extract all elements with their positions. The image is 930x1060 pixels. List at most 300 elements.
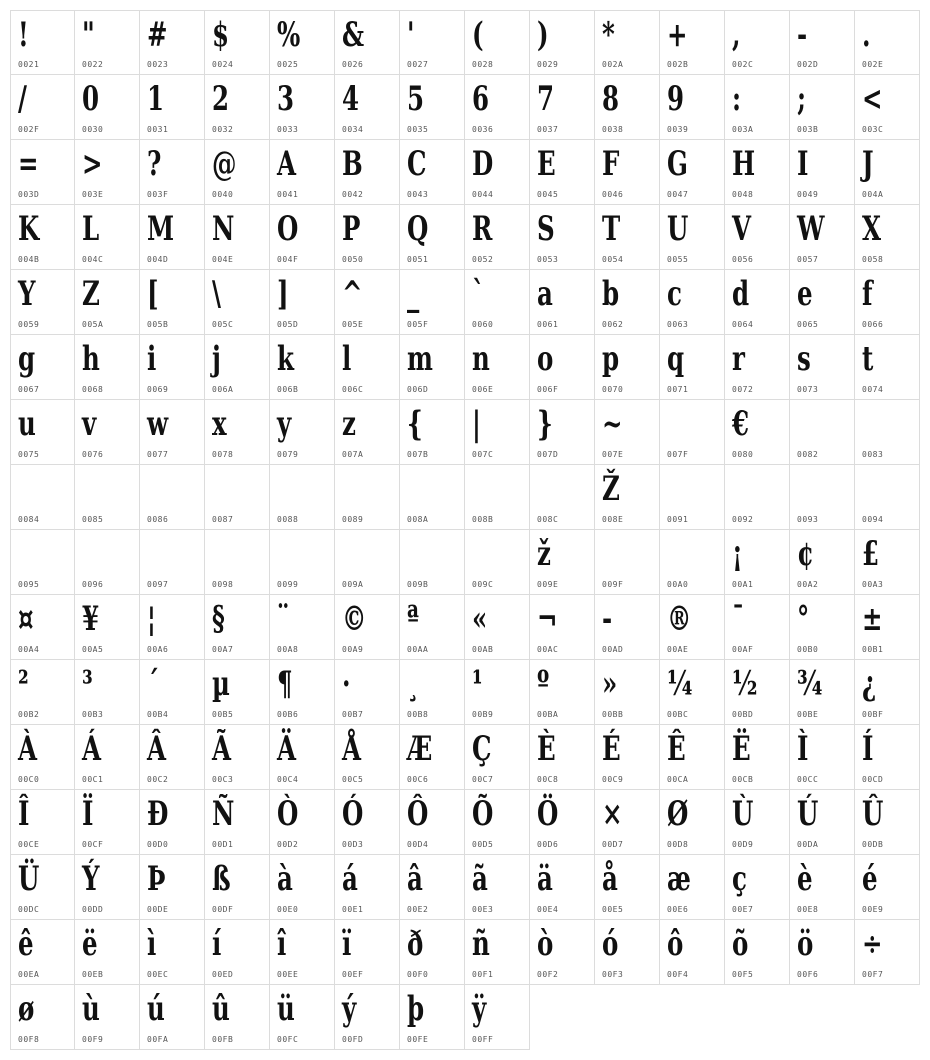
- glyph-cell: [725, 335, 790, 400]
- glyph-code-label: 0058: [862, 255, 884, 264]
- glyph-code-label: 00B6: [277, 710, 299, 719]
- glyph-cell: [790, 270, 855, 335]
- glyph-code-label: 006D: [407, 385, 429, 394]
- glyph-sample: R: [472, 209, 493, 249]
- glyph-cell: [10, 855, 75, 920]
- glyph-sample: 1: [147, 79, 165, 119]
- glyph-sample: Î: [18, 794, 30, 834]
- glyph-sample: ¶: [277, 664, 293, 704]
- glyph-cell: [335, 400, 400, 465]
- glyph-cell: [855, 335, 920, 400]
- glyph-cell: [75, 660, 140, 725]
- glyph-cell: [270, 530, 335, 595]
- glyph-cell: [10, 205, 75, 270]
- glyph-cell: [465, 920, 530, 985]
- glyph-cell: [335, 140, 400, 205]
- glyph-sample: `: [472, 274, 485, 314]
- glyph-cell: [205, 10, 270, 75]
- glyph-cell: [335, 855, 400, 920]
- glyph-code-label: 00D9: [732, 840, 754, 849]
- glyph-cell: [855, 270, 920, 335]
- glyph-sample: 0: [82, 79, 100, 119]
- glyph-sample: û: [212, 989, 230, 1029]
- glyph-cell: [660, 400, 725, 465]
- glyph-cell: [660, 530, 725, 595]
- glyph-code-label: 00EA: [18, 970, 40, 979]
- glyph-code-label: 00C0: [18, 775, 40, 784]
- glyph-code-label: 0063: [667, 320, 689, 329]
- glyph-cell: [140, 725, 205, 790]
- glyph-cell: [400, 595, 465, 660]
- glyph-cell: [205, 270, 270, 335]
- glyph-code-label: 00D5: [472, 840, 494, 849]
- glyph-code-label: 005B: [147, 320, 169, 329]
- glyph-cell: [270, 10, 335, 75]
- glyph-code-label: 00E6: [667, 905, 689, 914]
- glyph-sample: È: [537, 729, 556, 769]
- glyph-sample: $: [212, 15, 230, 55]
- glyph-code-label: 002F: [18, 125, 40, 134]
- glyph-sample: ¾: [797, 664, 823, 704]
- glyph-cell: [75, 920, 140, 985]
- glyph-code-label: 0035: [407, 125, 429, 134]
- glyph-code-label: 00F5: [732, 970, 754, 979]
- glyph-cell: [855, 465, 920, 530]
- glyph-sample: Ý: [82, 859, 100, 899]
- glyph-cell: [790, 140, 855, 205]
- glyph-code-label: 006A: [212, 385, 234, 394]
- glyph-code-label: 0036: [472, 125, 494, 134]
- glyph-code-label: 0045: [537, 190, 559, 199]
- glyph-code-label: 0080: [732, 450, 754, 459]
- glyph-code-label: 00A6: [147, 645, 169, 654]
- glyph-sample: <: [862, 79, 883, 119]
- glyph-code-label: 00F2: [537, 970, 559, 979]
- glyph-code-label: 0070: [602, 385, 624, 394]
- glyph-sample: -: [797, 15, 808, 55]
- glyph-sample: e: [797, 274, 813, 314]
- glyph-sample: Ö: [537, 794, 559, 834]
- glyph-code-label: 00D1: [212, 840, 234, 849]
- glyph-cell: [790, 725, 855, 790]
- glyph-cell: [660, 75, 725, 140]
- glyph-cell: [530, 10, 595, 75]
- glyph-code-label: 008C: [537, 515, 559, 524]
- glyph-code-label: 0054: [602, 255, 624, 264]
- glyph-code-label: 00DD: [82, 905, 104, 914]
- glyph-cell: [400, 335, 465, 400]
- glyph-sample: D: [472, 144, 494, 184]
- glyph-sample: p: [602, 339, 620, 379]
- glyph-cell: [400, 985, 465, 1050]
- glyph-sample: u: [18, 404, 36, 444]
- glyph-cell: [530, 270, 595, 335]
- glyph-code-label: 0064: [732, 320, 754, 329]
- glyph-sample: z: [342, 404, 356, 444]
- glyph-cell: [530, 725, 595, 790]
- glyph-code-label: 0030: [82, 125, 104, 134]
- glyph-code-label: 0023: [147, 60, 169, 69]
- glyph-cell: [660, 855, 725, 920]
- glyph-cell: [725, 465, 790, 530]
- glyph-cell: [855, 920, 920, 985]
- glyph-cell: [790, 660, 855, 725]
- glyph-sample: ¸: [407, 664, 420, 704]
- glyph-code-label: 00BB: [602, 710, 624, 719]
- glyph-sample: Ä: [277, 729, 297, 769]
- glyph-code-label: 0097: [147, 580, 169, 589]
- glyph-code-label: 00D2: [277, 840, 299, 849]
- glyph-sample: þ: [407, 989, 425, 1029]
- glyph-cell: [660, 595, 725, 660]
- glyph-cell: [660, 10, 725, 75]
- glyph-sample: é: [862, 859, 878, 899]
- glyph-cell: [790, 595, 855, 660]
- glyph-code-label: 003C: [862, 125, 884, 134]
- glyph-cell: [790, 75, 855, 140]
- glyph-code-label: 006B: [277, 385, 299, 394]
- glyph-sample: ¡: [732, 534, 743, 574]
- glyph-cell: [270, 270, 335, 335]
- glyph-cell: [855, 205, 920, 270]
- glyph-cell: [725, 140, 790, 205]
- glyph-sample: 5: [407, 79, 425, 119]
- glyph-cell: [205, 855, 270, 920]
- glyph-cell: [75, 205, 140, 270]
- glyph-code-label: 0042: [342, 190, 364, 199]
- glyph-code-label: 0089: [342, 515, 364, 524]
- glyph-code-label: 0039: [667, 125, 689, 134]
- glyph-sample: á: [342, 859, 358, 899]
- glyph-code-label: 0021: [18, 60, 40, 69]
- glyph-cell: [530, 595, 595, 660]
- glyph-cell: [400, 10, 465, 75]
- glyph-cell: [595, 790, 660, 855]
- glyph-code-label: 0099: [277, 580, 299, 589]
- glyph-sample: A: [277, 144, 297, 184]
- glyph-cell: [335, 790, 400, 855]
- glyph-cell: [465, 75, 530, 140]
- glyph-cell: [465, 790, 530, 855]
- glyph-cell: [75, 10, 140, 75]
- glyph-sample: .: [862, 15, 871, 55]
- glyph-code-label: 0028: [472, 60, 494, 69]
- glyph-sample: Z: [82, 274, 100, 314]
- glyph-sample: Ú: [797, 794, 819, 834]
- glyph-code-label: 0046: [602, 190, 624, 199]
- glyph-sample: Õ: [472, 794, 494, 834]
- glyph-code-label: 00AB: [472, 645, 494, 654]
- glyph-sample: ä: [537, 859, 553, 899]
- glyph-cell: [790, 465, 855, 530]
- glyph-sample: -: [602, 599, 613, 639]
- glyph-sample: ´: [147, 664, 160, 704]
- glyph-sample: ^: [342, 274, 363, 314]
- glyph-cell: [400, 205, 465, 270]
- glyph-cell: [400, 530, 465, 595]
- glyph-code-label: 00F8: [18, 1035, 40, 1044]
- glyph-sample: w: [147, 404, 169, 444]
- glyph-sample: 2: [212, 79, 230, 119]
- glyph-sample: V: [732, 209, 752, 249]
- glyph-sample: W: [797, 209, 825, 249]
- glyph-sample: í: [212, 924, 222, 964]
- glyph-cell: [10, 335, 75, 400]
- glyph-cell: [465, 530, 530, 595]
- glyph-cell: [725, 855, 790, 920]
- glyph-cell: [595, 75, 660, 140]
- glyph-cell: [530, 140, 595, 205]
- glyph-code-label: 0026: [342, 60, 364, 69]
- glyph-sample: Ñ: [212, 794, 235, 834]
- glyph-cell: [725, 790, 790, 855]
- glyph-code-label: 0060: [472, 320, 494, 329]
- glyph-cell: [465, 400, 530, 465]
- glyph-cell: [465, 855, 530, 920]
- glyph-sample: j: [212, 339, 221, 379]
- glyph-sample: ñ: [472, 924, 490, 964]
- glyph-code-label: 00D6: [537, 840, 559, 849]
- glyph-cell: [855, 400, 920, 465]
- glyph-cell: [205, 140, 270, 205]
- glyph-code-label: 0096: [82, 580, 104, 589]
- glyph-sample: ß: [212, 859, 231, 899]
- glyph-cell: [400, 465, 465, 530]
- glyph-sample: €: [732, 404, 750, 444]
- glyph-code-label: 004A: [862, 190, 884, 199]
- glyph-code-label: 00C7: [472, 775, 494, 784]
- glyph-sample: &: [342, 15, 365, 55]
- glyph-code-label: 009A: [342, 580, 364, 589]
- glyph-sample: Ð: [147, 794, 169, 834]
- glyph-sample: ø: [18, 989, 35, 1029]
- glyph-sample: ü: [277, 989, 295, 1029]
- glyph-cell: [790, 790, 855, 855]
- glyph-code-label: 00E8: [797, 905, 819, 914]
- glyph-cell: [855, 530, 920, 595]
- glyph-sample: s: [797, 339, 811, 379]
- glyph-cell: [595, 595, 660, 660]
- glyph-sample: 8: [602, 79, 620, 119]
- glyph-code-label: 0083: [862, 450, 884, 459]
- glyph-cell: [75, 400, 140, 465]
- glyph-code-label: 005E: [342, 320, 364, 329]
- glyph-sample: à: [277, 859, 293, 899]
- glyph-code-label: 0044: [472, 190, 494, 199]
- glyph-sample: o: [537, 339, 554, 379]
- glyph-cell: [400, 75, 465, 140]
- glyph-cell: [660, 790, 725, 855]
- glyph-code-label: 0078: [212, 450, 234, 459]
- glyph-sample: Í: [862, 729, 874, 769]
- glyph-code-label: 0084: [18, 515, 40, 524]
- glyph-cell: [140, 920, 205, 985]
- glyph-code-label: 0065: [797, 320, 819, 329]
- glyph-cell: [595, 465, 660, 530]
- glyph-sample: â: [407, 859, 423, 899]
- glyph-cell: [270, 205, 335, 270]
- glyph-sample: æ: [667, 859, 691, 899]
- glyph-cell: [140, 335, 205, 400]
- glyph-code-label: 0074: [862, 385, 884, 394]
- glyph-code-label: 005C: [212, 320, 234, 329]
- glyph-cell: [335, 660, 400, 725]
- glyph-sample: ÷: [862, 924, 883, 964]
- glyph-sample: P: [342, 209, 361, 249]
- glyph-code-label: 00E2: [407, 905, 429, 914]
- glyph-code-label: 00CC: [797, 775, 819, 784]
- glyph-code-label: 0082: [797, 450, 819, 459]
- glyph-sample: è: [797, 859, 813, 899]
- glyph-cell: [10, 465, 75, 530]
- glyph-sample: \: [212, 274, 221, 314]
- glyph-code-label: 0033: [277, 125, 299, 134]
- glyph-cell: [725, 920, 790, 985]
- glyph-sample: ®: [667, 599, 692, 639]
- glyph-code-label: 0052: [472, 255, 494, 264]
- glyph-cell: [855, 790, 920, 855]
- glyph-cell: [725, 400, 790, 465]
- glyph-code-label: 00F3: [602, 970, 624, 979]
- glyph-cell: [595, 270, 660, 335]
- glyph-cell: [790, 920, 855, 985]
- glyph-code-label: 00B4: [147, 710, 169, 719]
- glyph-sample: #: [147, 15, 168, 55]
- glyph-cell: [400, 140, 465, 205]
- glyph-code-label: 00E4: [537, 905, 559, 914]
- glyph-code-label: 00A8: [277, 645, 299, 654]
- glyph-cell: [335, 530, 400, 595]
- glyph-code-label: 00CA: [667, 775, 689, 784]
- glyph-cell: [75, 140, 140, 205]
- glyph-cell: [10, 530, 75, 595]
- glyph-sample: t: [862, 339, 874, 379]
- glyph-code-label: 00AC: [537, 645, 559, 654]
- glyph-sample: k: [277, 339, 294, 379]
- glyph-sample: £: [862, 534, 880, 574]
- glyph-sample: 4: [342, 79, 360, 119]
- glyph-code-label: 008B: [472, 515, 494, 524]
- glyph-sample: [: [147, 274, 159, 314]
- glyph-sample: |: [472, 404, 481, 444]
- glyph-code-label: 003A: [732, 125, 754, 134]
- glyph-code-label: 00A7: [212, 645, 234, 654]
- glyph-cell: [725, 270, 790, 335]
- glyph-code-label: 00DF: [212, 905, 234, 914]
- glyph-code-label: 00CB: [732, 775, 754, 784]
- glyph-code-label: 0061: [537, 320, 559, 329]
- glyph-code-label: 00D0: [147, 840, 169, 849]
- glyph-cell: [660, 335, 725, 400]
- glyph-code-label: 004E: [212, 255, 234, 264]
- glyph-sample: Q: [407, 209, 429, 249]
- glyph-cell: [465, 10, 530, 75]
- glyph-code-label: 008A: [407, 515, 429, 524]
- glyph-cell: [400, 660, 465, 725]
- glyph-sample: *: [602, 15, 615, 55]
- glyph-sample: ö: [797, 924, 814, 964]
- glyph-cell: [465, 660, 530, 725]
- glyph-code-label: 0032: [212, 125, 234, 134]
- glyph-sample: Ç: [472, 729, 492, 769]
- glyph-cell: [205, 400, 270, 465]
- glyph-cell: [530, 400, 595, 465]
- glyph-sample: ~: [602, 404, 623, 444]
- glyph-cell: [10, 140, 75, 205]
- glyph-sample: g: [18, 339, 36, 379]
- glyph-cell: [140, 530, 205, 595]
- glyph-code-label: 00A0: [667, 580, 689, 589]
- glyph-code-label: 002E: [862, 60, 884, 69]
- glyph-sample: ¥: [82, 599, 100, 639]
- glyph-sample: Ï: [82, 794, 94, 834]
- glyph-cell: [335, 595, 400, 660]
- glyph-sample: º: [537, 664, 550, 704]
- glyph-code-label: 00AF: [732, 645, 754, 654]
- glyph-cell: [400, 270, 465, 335]
- glyph-code-label: 00A4: [18, 645, 40, 654]
- glyph-code-label: 00EB: [82, 970, 104, 979]
- glyph-cell: [595, 140, 660, 205]
- glyph-cell: [270, 400, 335, 465]
- glyph-cell: [790, 400, 855, 465]
- glyph-cell: [270, 75, 335, 140]
- glyph-code-label: 006F: [537, 385, 559, 394]
- glyph-code-label: 00D8: [667, 840, 689, 849]
- glyph-code-label: 00AD: [602, 645, 624, 654]
- glyph-sample: ·: [342, 664, 351, 704]
- glyph-cell: [790, 855, 855, 920]
- glyph-sample: >: [82, 144, 103, 184]
- glyph-sample: Ì: [797, 729, 809, 769]
- glyph-cell: [725, 725, 790, 790]
- glyph-code-label: 00E1: [342, 905, 364, 914]
- glyph-cell: [400, 790, 465, 855]
- glyph-sample: /: [18, 79, 27, 119]
- glyph-code-label: 00AE: [667, 645, 689, 654]
- glyph-code-label: 009C: [472, 580, 494, 589]
- glyph-sample: »: [602, 664, 618, 704]
- glyph-code-label: 0071: [667, 385, 689, 394]
- glyph-sample: Ž: [602, 469, 620, 509]
- glyph-cell: [140, 205, 205, 270]
- glyph-code-label: 00EF: [342, 970, 364, 979]
- glyph-code-label: 0066: [862, 320, 884, 329]
- glyph-cell: [10, 660, 75, 725]
- glyph-code-label: 00C6: [407, 775, 429, 784]
- glyph-sample: µ: [212, 664, 230, 704]
- glyph-cell: [140, 660, 205, 725]
- glyph-cell: [595, 10, 660, 75]
- glyph-code-label: 0094: [862, 515, 884, 524]
- glyph-code-label: 006C: [342, 385, 364, 394]
- glyph-sample: C: [407, 144, 427, 184]
- glyph-sample: ã: [472, 859, 488, 899]
- glyph-sample: ?: [147, 144, 162, 184]
- glyph-cell: [10, 725, 75, 790]
- glyph-code-label: 007F: [667, 450, 689, 459]
- glyph-sample: c: [667, 274, 682, 314]
- glyph-cell: [10, 270, 75, 335]
- glyph-code-label: 00CE: [18, 840, 40, 849]
- glyph-cell: [855, 855, 920, 920]
- glyph-code-label: 00D7: [602, 840, 624, 849]
- glyph-code-label: 002D: [797, 60, 819, 69]
- glyph-sample: À: [18, 729, 38, 769]
- glyph-sample: ¼: [667, 664, 693, 704]
- glyph-sample: X: [862, 209, 882, 249]
- glyph-cell: [335, 920, 400, 985]
